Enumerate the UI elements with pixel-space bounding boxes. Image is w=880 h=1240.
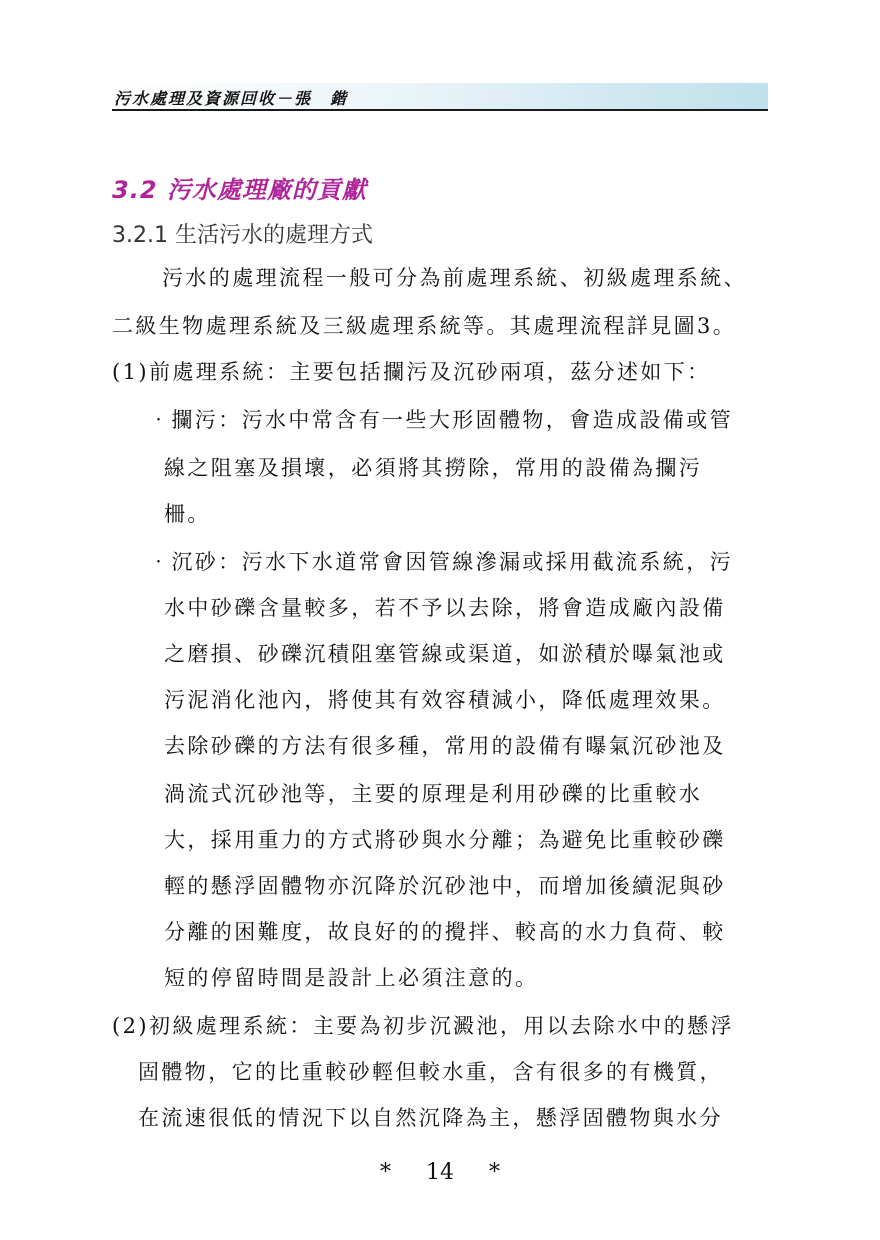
body-line: 在流速很低的情況下以自然沉降為主，懸浮固體物與水分 [138,1106,723,1130]
body-line: 二級生物處理系統及三級處理系統等。其處理流程詳見圖3。 [112,314,737,338]
subsection-heading: 3.2.1 生活污水的處理方式 [112,223,373,248]
body-line: 污泥消化池內，將使其有效容積減小，降低處理效果。 [164,688,726,712]
footer-left-mark: * [380,1160,391,1185]
body-line: 渦流式沉砂池等，主要的原理是利用砂礫的比重較水 [164,782,703,806]
running-header [112,83,768,111]
body-line: 之磨損、砂礫沉積阻塞管線或渠道，如淤積於曝氣池或 [164,642,726,666]
body-line: 柵。 [164,502,211,526]
body-line: 水中砂礫含量較多，若不予以去除，將會造成廠內設備 [164,596,726,620]
section-heading: 3.2 污水處理廠的貢獻 [112,176,367,204]
body-line: 污水的處理流程一般可分為前處理系統、初級處理系統、 [162,266,747,290]
body-line: 大，採用重力的方式將砂與水分離；為避免比重較砂礫 [164,828,726,852]
body-line: 分離的困難度，故良好的的攪拌、較高的水力負荷、較 [164,920,726,944]
body-line: (2)初級處理系統：主要為初步沉澱池，用以去除水中的懸浮 [112,1014,734,1038]
body-line: (1)前處理系統：主要包括攔污及沉砂兩項，茲分述如下： [112,360,711,384]
body-line: 短的停留時間是設計上必須注意的。 [164,966,539,990]
body-line: 去除砂礫的方法有很多種，常用的設備有曝氣沉砂池及 [164,734,726,758]
body-line: 輕的懸浮固體物亦沉降於沉砂池中，而增加後續泥與砂 [164,874,726,898]
footer-right-mark: * [489,1160,500,1185]
page-footer [0,1160,880,1185]
body-line: 固體物，它的比重較砂輕但較水重，含有很多的有機質， [138,1060,723,1084]
running-header-title: 污水處理及資源回收－張 鍇 [114,89,349,108]
body-line: 線之阻塞及損壞，必須將其撈除，常用的設備為攔污 [164,456,703,480]
body-line: ‧沉砂：污水下水道常會因管線滲漏或採用截流系統，污 [148,550,733,574]
page-number: 14 [426,1160,454,1185]
body-line: ‧攔污：污水中常含有一些大形固體物，會造成設備或管 [148,408,733,432]
